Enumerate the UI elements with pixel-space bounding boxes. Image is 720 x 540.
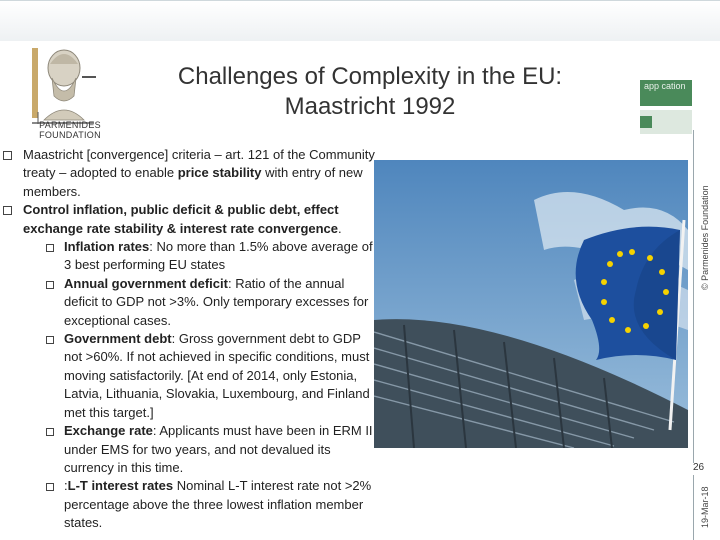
sub-bullet-item: Inflation rates: No more than 1.5% above average of 3 best performing EU states <box>0 238 380 275</box>
bullet-item: Maastricht [convergence] criteria – art. 121 of the Community treaty – adopted to enable price stability with entry of new members. <box>0 146 380 201</box>
square-bullet-icon <box>46 336 54 344</box>
header-band <box>0 0 720 41</box>
right-divider <box>693 130 694 540</box>
sub-bullet-item: Exchange rate: Applicants must have been in ERM II under EMS for two years, and not devalued its currency in this time. <box>0 422 380 477</box>
application-badge <box>640 80 692 134</box>
badge-square-icon <box>640 116 652 128</box>
square-bullet-icon <box>46 244 54 252</box>
square-bullet-icon <box>3 151 12 160</box>
slide-body <box>0 146 380 533</box>
title-line-2: Maastricht 1992 <box>284 93 456 120</box>
square-bullet-icon <box>46 428 54 436</box>
title-line-1: Challenges of Complexity in the EU: <box>177 63 563 90</box>
square-bullet-icon <box>3 206 12 215</box>
badge-label: app cation <box>640 80 692 106</box>
slide-title <box>130 62 610 122</box>
slide-date: 19-Mar-18 <box>700 486 710 528</box>
square-bullet-icon <box>46 483 54 491</box>
page-number: 26 <box>693 462 705 473</box>
sub-bullet-item: :L-T interest rates Nominal L-T interest rate not >2% percentage above the three lowest inflation member states. <box>0 477 380 532</box>
sub-bullet-item: Annual government deficit: Ratio of the annual deficit to GDP not >3%. Only temporary excesses for exceptional cases. <box>0 275 380 330</box>
square-bullet-icon <box>46 281 54 289</box>
bullet-item: Control inflation, public deficit & public debt, effect exchange rate stability & interest rate convergence. <box>0 201 380 238</box>
sub-bullet-item: Government debt: Gross government debt to GDP not >60%. If not achieved in specific conditions, must moving satisfactorily. [At end of 2014, only Estonia, Latvia, Lithuania, Slovakia, Luxembourg, and Finland met this target.] <box>0 330 380 422</box>
logo-text: PARMENIDES FOUNDATION <box>39 120 101 140</box>
copyright-notice: © Parmenides Foundation <box>700 185 710 290</box>
eu-flag-photo <box>374 160 688 448</box>
